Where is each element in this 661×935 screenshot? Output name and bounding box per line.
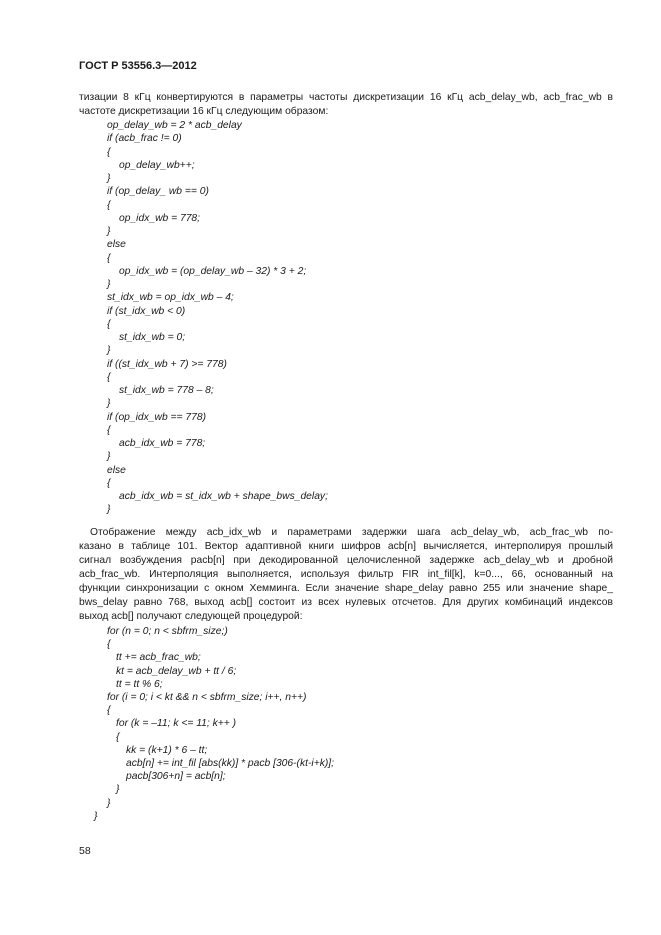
code-line: op_idx_wb = 778;	[119, 212, 201, 224]
code-line: for (n = 0; n < sbfrm_size;)	[107, 626, 228, 637]
code-line: for (k = –11; k <= 11; k++ )	[116, 718, 237, 730]
page-number: 58	[79, 845, 91, 857]
code-line: op_idx_wb = (op_delay_wb – 32) * 3 + 2;	[119, 265, 307, 277]
code-line: }	[107, 504, 111, 516]
code-line: if ((st_idx_wb + 7) >= 778)	[107, 358, 227, 370]
code-line: kt = acb_delay_wb + tt / 6;	[116, 665, 237, 677]
code-line: }	[107, 226, 111, 237]
code-line: if (op_idx_wb == 778)	[107, 411, 207, 423]
code-line: {	[107, 477, 111, 489]
code-line: }	[116, 784, 120, 796]
paragraph-line: сигнал возбуждения pacb[n] при декодированной целочисленной задержке acb_delay_wb и дробной	[79, 555, 613, 566]
code-line: {	[107, 424, 111, 436]
code-line: for (i = 0; i < kt && n < sbfrm_size; i++, n++)	[107, 692, 307, 703]
code-line: {	[107, 199, 111, 211]
code-line: if (acb_frac != 0)	[107, 133, 182, 145]
code-line: }	[107, 398, 111, 410]
paragraph-line: bws_delay равно 768, выход acb[] состоит из всех нулевых отсчетов. Для других комбинаций индексов	[79, 597, 613, 608]
code-line: tt += acb_frac_wb;	[116, 652, 201, 664]
code-line: pacb[306+n] = acb[n];	[126, 771, 226, 783]
document-header: ГОСТ Р 53556.3—2012	[79, 60, 197, 72]
paragraph-line: Отображение между acb_idx_wb и параметрами задержки шага acb_delay_wb, acb_frac_wb по-	[90, 527, 613, 538]
code-line: op_delay_wb++;	[119, 159, 195, 171]
paragraph-line: казано в таблице 101. Вектор адаптивной книги шифров acb[n] вычисляется, интерполируя прошлый	[79, 541, 613, 552]
code-line: st_idx_wb = op_idx_wb – 4;	[107, 292, 234, 304]
code-line: }	[107, 279, 111, 290]
code-line: else	[107, 464, 126, 476]
code-line: st_idx_wb = 0;	[119, 332, 186, 343]
code-line: acb_idx_wb = 778;	[119, 438, 206, 449]
code-line: {	[107, 371, 111, 383]
code-line: }	[107, 797, 111, 809]
code-line: }	[107, 451, 111, 463]
code-line: }	[107, 345, 111, 357]
code-line: kk = (k+1) * 6 – tt;	[126, 744, 208, 756]
code-line: st_idx_wb = 778 – 8;	[119, 385, 214, 396]
code-line: if (st_idx_wb < 0)	[107, 305, 186, 317]
code-line: {	[107, 639, 111, 651]
code-line: {	[116, 731, 120, 743]
code-line: tt = tt % 6;	[116, 678, 163, 690]
paragraph-line: acb_frac_wb. Интерполяция выполняется, используя фильтр FIR int_fil[k], k=0..., 66, основанный на	[79, 569, 613, 580]
code-line: acb[n] += int_fil [abs(kk)] * pacb [306-(kt-i+k)];	[126, 758, 335, 769]
code-line: acb_idx_wb = st_idx_wb + shape_bws_delay;	[119, 491, 328, 502]
intro-paragraph: тизации 8 кГц конвертируются в параметры частоты дискретизации 16 кГц acb_delay_wb, acb_frac_wb в частоте дискретизации 16 кГц следующим образом:	[79, 92, 613, 117]
paragraph-line: функции синхронизации с окном Хемминга. Если значение shape_delay равно 255 или значение shape_	[79, 583, 613, 594]
code-line: op_delay_wb = 2 * acb_delay	[107, 120, 242, 131]
code-line: else	[107, 239, 126, 251]
code-line: }	[94, 810, 98, 822]
paragraph-line: выход acb[] получают следующей процедурой:	[79, 611, 303, 622]
code-line: }	[107, 173, 111, 184]
code-line: {	[107, 146, 111, 158]
code-line: {	[107, 705, 111, 717]
code-line: if (op_delay_ wb == 0)	[107, 186, 209, 198]
code-line: {	[107, 318, 111, 330]
code-line: {	[107, 252, 111, 264]
